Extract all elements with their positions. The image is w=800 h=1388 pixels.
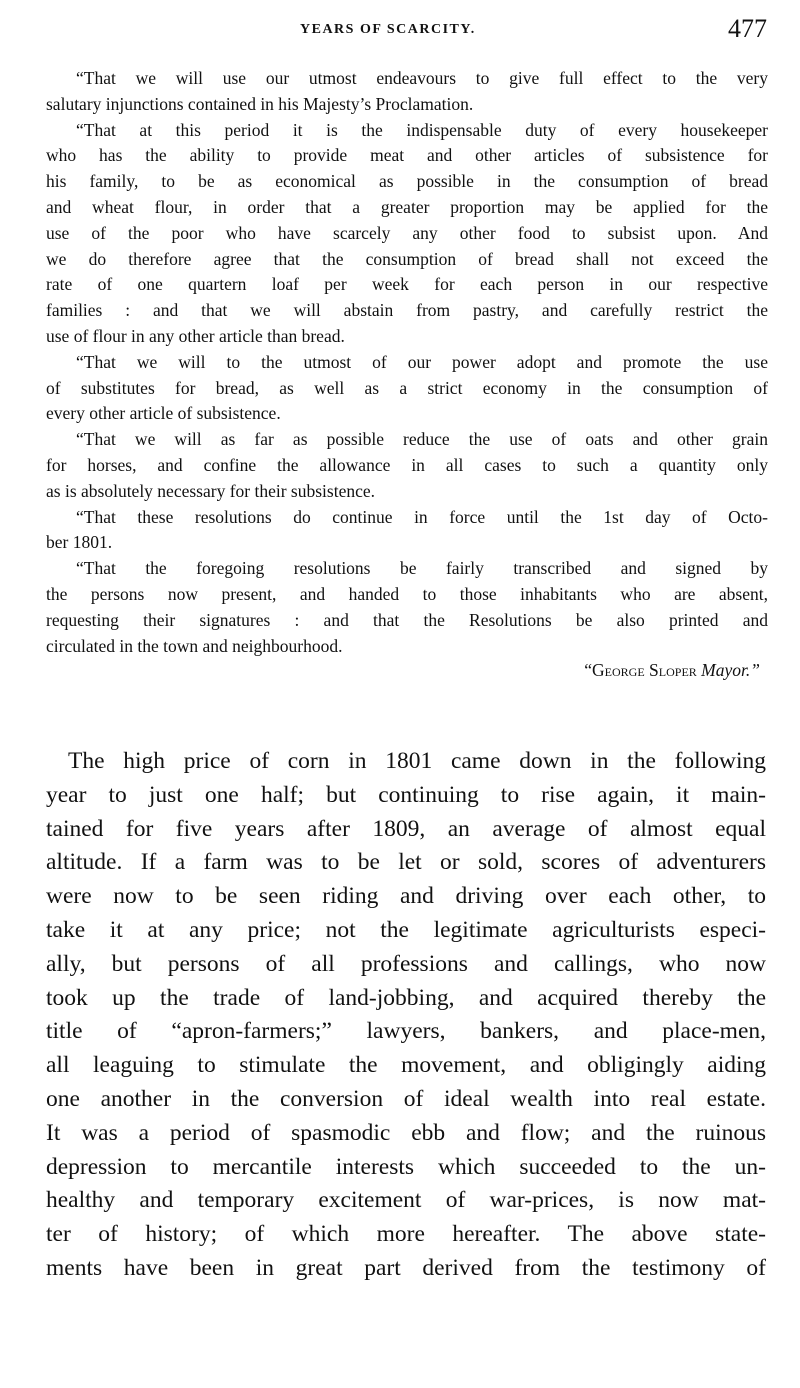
text-line: and wheat flour, in order that a greater proportion may be applied for the (46, 196, 768, 217)
text-line: one another in the conversion of ideal wealth into real estate. (46, 1085, 766, 1112)
text-line: all leaguing to stimulate the movement, and obligingly aiding (46, 1052, 766, 1079)
resolution-paragraph (46, 556, 768, 659)
resolution-paragraph (46, 118, 768, 350)
text-line: The high price of corn in 1801 came down in the following (68, 748, 766, 774)
text-line: “That at this period it is the indispensable duty of every housekeeper (76, 119, 768, 140)
resolution-paragraph (46, 66, 768, 118)
text-line: ber 1801. (46, 532, 113, 553)
text-line: ments have been in great part derived from the testimony of (46, 1254, 766, 1281)
text-line: his family, to be as economical as possible in the consumption of bread (46, 171, 768, 192)
text-line: “That we will use our utmost endeavours to give full effect to the very (76, 68, 768, 88)
signature-name: “George Sloper (584, 660, 697, 681)
text-line: of substitutes for bread, as well as a strict economy in the consumption of (46, 377, 768, 398)
text-line: “That the foregoing resolutions be fairly transcribed and signed by (76, 558, 768, 579)
text-line: were now to be seen riding and driving over each other, to (46, 883, 766, 910)
signature (46, 658, 768, 684)
running-title: YEARS OF SCARCITY. (300, 22, 476, 37)
text-line: tained for five years after 1809, an average of almost equal (46, 815, 766, 842)
text-line: circulated in the town and neighbourhood. (46, 635, 343, 656)
text-line: who has the ability to provide meat and other articles of subsistence for (46, 145, 768, 166)
text-line: the persons now present, and handed to those inhabitants who are absent, (46, 583, 768, 604)
text-line: use of flour in any other article than bread. (46, 325, 345, 346)
text-line: It was a period of spasmodic ebb and flow; and the ruinous (46, 1119, 766, 1146)
text-line: requesting their signatures : and that the Resolutions be also printed and (46, 609, 768, 630)
text-line: year to just one half; but continuing to rise again, it main- (46, 781, 766, 808)
text-line: “That we will as far as possible reduce the use of oats and other grain (76, 429, 768, 450)
text-line: title of “apron-farmers;” lawyers, bankers, and place-men, (46, 1018, 766, 1045)
text-line: families : and that we will abstain from pastry, and carefully restrict the (46, 300, 768, 321)
text-line: “That we will to the utmost of our power adopt and promote the use (76, 351, 768, 372)
text-line: as is absolutely necessary for their subsistence. (46, 480, 376, 501)
text-line: healthy and temporary excitement of war-prices, is now mat- (46, 1187, 766, 1214)
main-paragraph (46, 745, 766, 1286)
quoted-resolutions (46, 66, 768, 684)
text-line: take it at any price; not the legitimate agriculturists especi- (46, 916, 766, 943)
resolution-paragraph (46, 350, 768, 427)
text-line: altitude. If a farm was to be let or sold, scores of adventurers (46, 849, 766, 876)
page-header (0, 14, 800, 44)
resolution-paragraph (46, 505, 768, 557)
text-line: salutary injunctions contained in his Majesty’s Proclamation. (46, 93, 474, 114)
text-line: rate of one quartern loaf per week for each person in our respective (46, 274, 768, 295)
text-line: use of the poor who have scarcely any other food to subsist upon. And (46, 222, 768, 243)
text-line: we do therefore agree that the consumption of bread shall not exceed the (46, 248, 768, 269)
text-line: “That these resolutions do continue in force until the 1st day of Octo- (76, 506, 768, 527)
text-line: ter of history; of which more hereafter. The above state- (46, 1221, 766, 1248)
text-line: depression to mercantile interests which succeeded to the un- (46, 1153, 766, 1180)
text-line: ally, but persons of all professions and callings, who now (46, 950, 766, 977)
page-number: 477 (728, 14, 767, 43)
text-line: for horses, and confine the allowance in all cases to such a quantity only (46, 454, 768, 475)
text-line: took up the trade of land-jobbing, and acquired thereby the (46, 984, 766, 1011)
text-line: every other article of subsistence. (46, 403, 281, 424)
resolution-paragraph (46, 427, 768, 504)
signature-title: Mayor.” (701, 660, 760, 681)
